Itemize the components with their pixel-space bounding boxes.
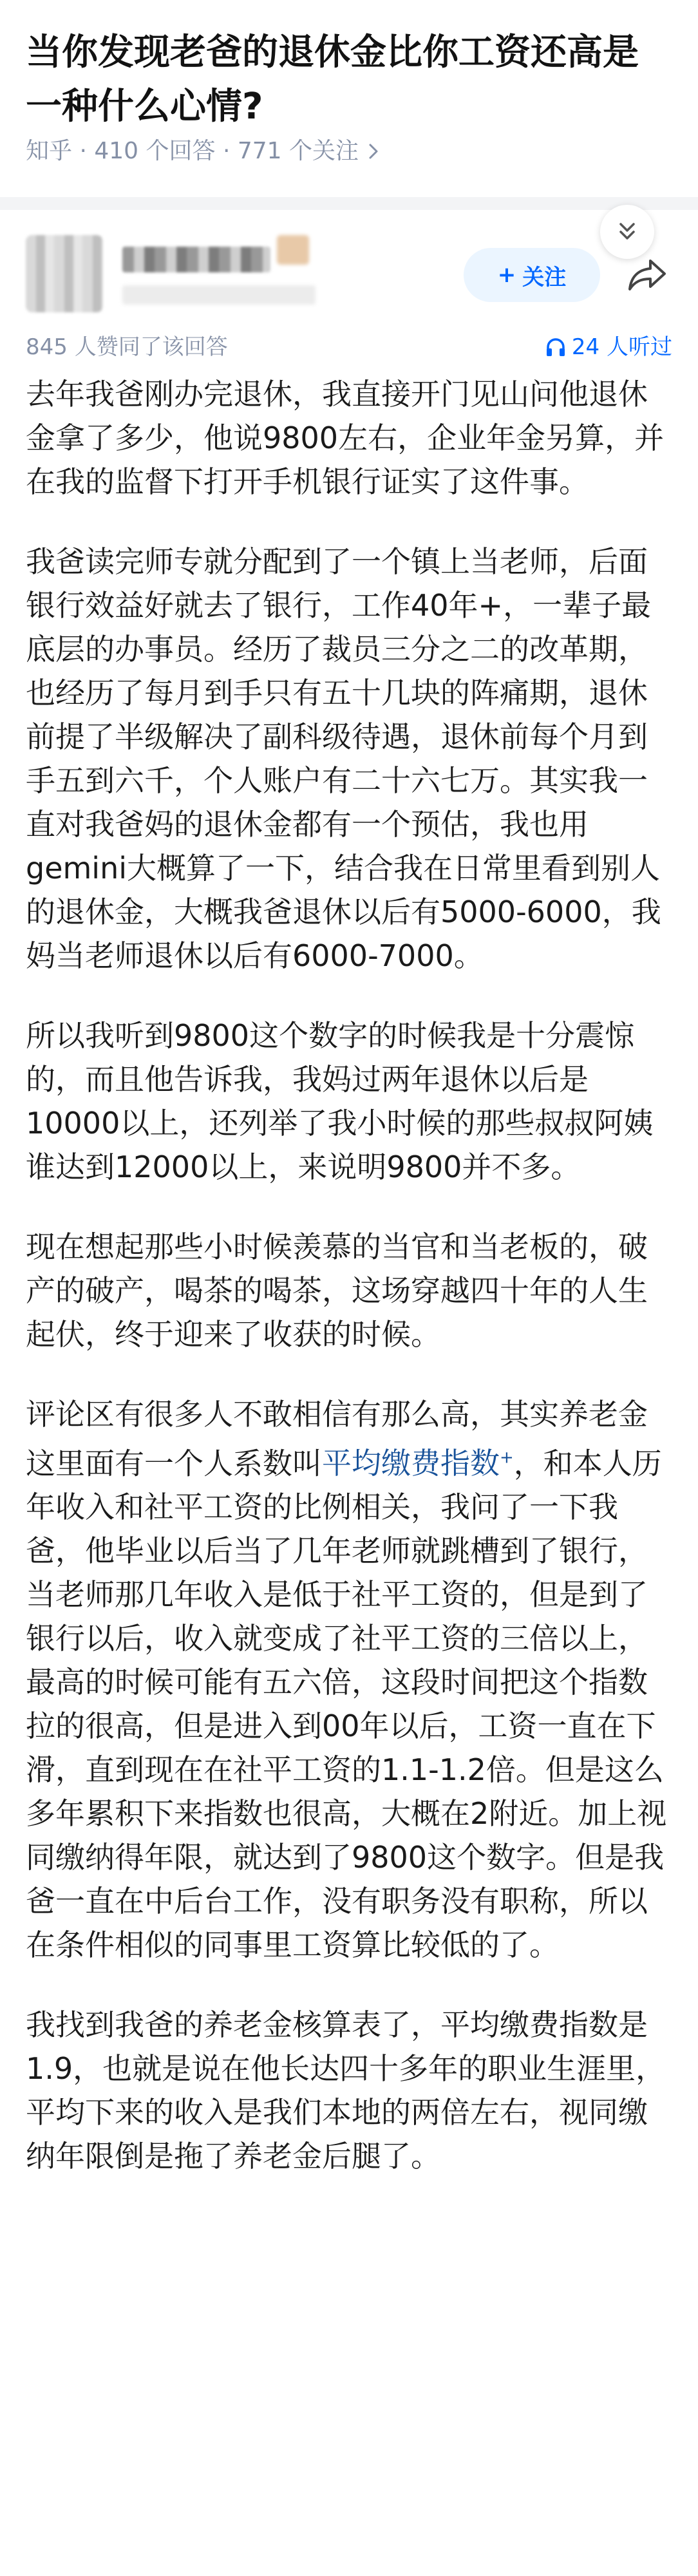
author-name[interactable]: [122, 247, 270, 272]
answer-paragraph: 我找到我爸的养老金核算表了，平均缴费指数是1.9，也就是说在他长达四十多年的职业生涯里，平均下来的收入是我们本地的两倍左右，视同缴纳年限倒是拖了养老金后腿了。: [26, 2007, 666, 2174]
follower-count: 771 个关注: [237, 138, 359, 164]
listen-button[interactable]: [545, 331, 672, 363]
keyword-link-text: 平均缴费指数: [322, 1446, 500, 1481]
follow-button[interactable]: [464, 248, 600, 302]
section-divider: [0, 197, 698, 210]
listen-count: 24 人听过: [571, 334, 672, 360]
keyword-link[interactable]: [322, 1446, 514, 1481]
question-meta[interactable]: 知乎 · 410 个回答 · 771 个关注: [26, 135, 382, 167]
plus-icon: +: [497, 262, 516, 288]
author-row: [26, 235, 676, 312]
answer-count: 410 个回答: [94, 138, 216, 164]
author-headline: [122, 285, 316, 305]
keyword-link-mark: +: [500, 1448, 514, 1468]
follow-label: 关注: [522, 264, 567, 290]
answer-paragraph: 所以我听到9800这个数字的时候我是十分震惊的，而且他告诉我，我妈过两年退休以后是10000以上，还列举了我小时候的那些叔叔阿姨谁达到12000以上，来说明9800并不多。: [26, 1018, 654, 1184]
paragraph-text: ，和本人历年收入和社平工资的比例相关，我问了一下我爸，他毕业以后当了几年老师就跳槽到了银行，当老师那几年收入是低于社平工资的，但是到了银行以后，收入就变成了社平工资的三倍以上，最高的时候可能有五六倍，这段时间把这个指数拉的很高，但是进入到00年以后，工资一直在下滑，直到现在在社平工资的1.1-1.2倍。但是这么多年累积下来指数也很高，大概在2附近。加上视同缴纳得年限，就达到了9800这个数字。但是我爸一直在中后台工作，没有职务没有职称，所以在条件相似的同事里工资算比较低的了。: [26, 1446, 667, 1963]
headphones-icon: [545, 336, 567, 358]
question-title[interactable]: 当你发现老爸的退休金比你工资还高是一种什么心情?: [26, 32, 639, 128]
chevron-right-icon: [366, 140, 382, 163]
answer-stats: [26, 331, 672, 363]
author-badge: [277, 235, 309, 265]
answer-paragraph: 现在想起那些小时候羡慕的当官和当老板的，破产的破产，喝茶的喝茶，这场穿越四十年的人生起伏，终于迎来了收获的时候。: [26, 1229, 648, 1352]
answer-content: [26, 372, 676, 2214]
answer-paragraph: 去年我爸刚办完退休，我直接开门见山问他退休金拿了多少，他说9800左右，企业年金另算，并在我的监督下打开手机银行证实了这件事。: [26, 377, 665, 499]
source-label: 知乎: [26, 138, 73, 164]
answer-paragraph: [26, 1392, 676, 1967]
share-icon[interactable]: [625, 252, 671, 298]
paragraph-text: 评论区有很多人不敢相信有那么高，其实养老金这里面有一个人系数叫: [26, 1397, 648, 1481]
like-count: 845 人赞同了该回答: [26, 334, 228, 360]
answer-paragraph: 我爸读完师专就分配到了一个镇上当老师，后面银行效益好就去了银行，工作40年+，一辈子最底层的办事员。经历了裁员三分之二的改革期，也经历了每月到手只有五十几块的阵痛期，退休前提了半级解决了副科级待遇，退休前每个月到手五到六千，个人账户有二十六七万。其实我一直对我爸妈的退休金都有一个预估，我也用gemini大概算了一下，结合我在日常里看到别人的退休金，大概我爸退休以后有5000-6000，我妈当老师退休以后有6000-7000。: [26, 544, 661, 973]
avatar[interactable]: [26, 235, 103, 312]
